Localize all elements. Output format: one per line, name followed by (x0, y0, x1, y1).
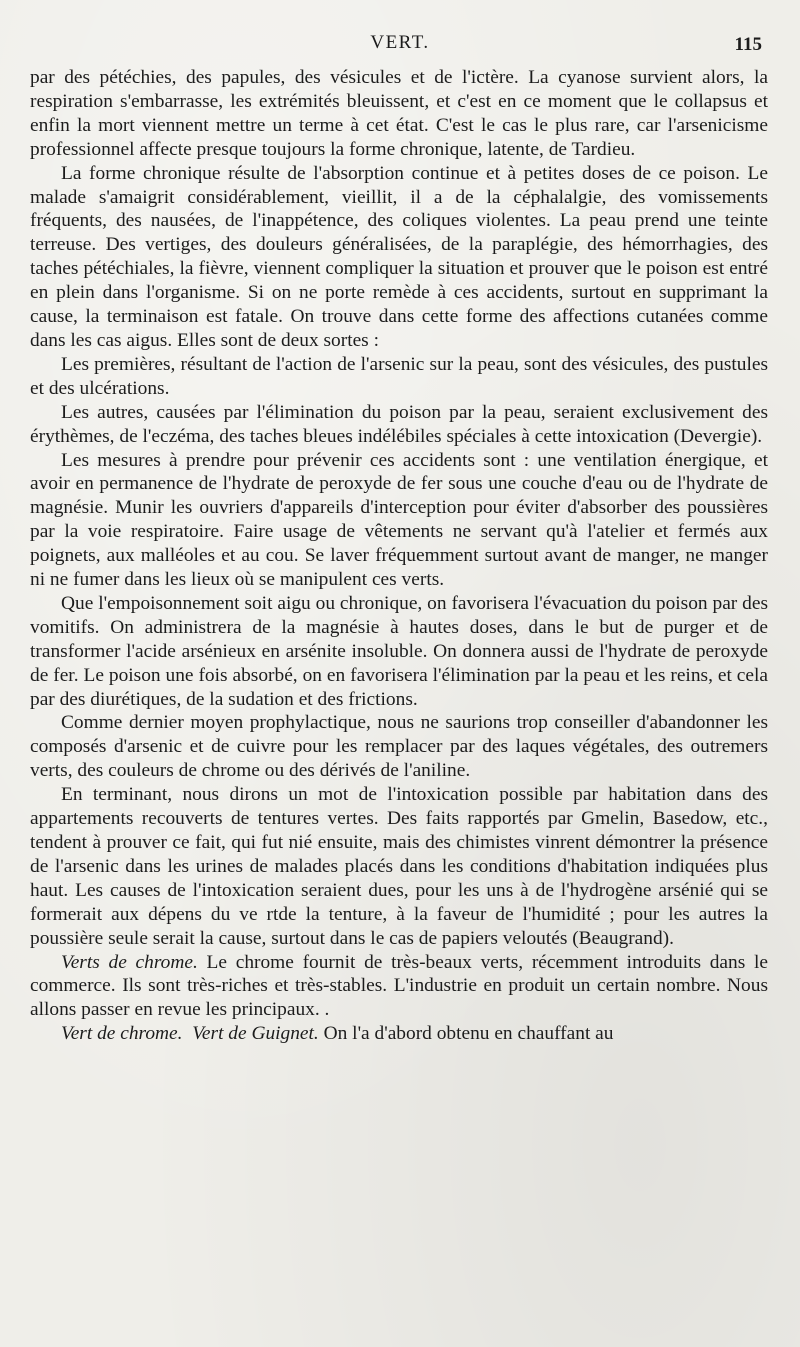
running-title: VERT. (370, 32, 430, 53)
page-number: 115 (734, 34, 762, 55)
paragraph-treatment: Que l'empoisonnement soit aigu ou chronique, on favorisera l'évacuation du poison par des vomitifs. On administrera de la magnésie à hautes doses, dans le but de purger et de transformer l'acide arsénieux en arsénite insoluble. On donnera aussi de l'hydrate de peroxyde de fer. Le poison une fois absorbé, on en favorisera l'élimination par la peau et les reins, et cela par des diurétiques, de la sudation et des frictions. (30, 592, 768, 710)
paragraph-other-affections: Les autres, causées par l'élimination du poison par la peau, seraient exclusivement des érythèmes, de l'eczéma, des taches bleues indélébiles spéciales à cette intoxication (Devergie). (30, 401, 768, 447)
chrome-greens-heading: Verts de chrome. (61, 951, 198, 973)
spacer (183, 1023, 193, 1044)
paragraph-chronic-form: La forme chronique résulte de l'absorption continue et à petites doses de ce poison. Le malade s'amaigrit considérablement, vieillit, il a de la céphalalgie, des vomissements fréquents, des nausées, de l'inappétence, des coliques violentes. La peau prend une teinte terreuse. Des vertiges, des douleurs généralisées, de la paraplégie, des hémorrhagies, des taches pétéchiales, la fièvre, viennent compliquer la situation et prouver que le poison est entré en plein dans l'organisme. Si on ne porte remède à ces accidents, surtout en supprimant la cause, la terminaison est fatale. On trouve dans cette forme des affections cutanées comme dans les cas aigus. Elles sont de deux sortes : (30, 162, 768, 351)
paragraph-first-affections: Les premières, résultant de l'action de l'arsenic sur la peau, sont des vésicules, des pustules et des ulcérations. (30, 353, 768, 399)
paragraph-habitation-intoxication: En terminant, nous dirons un mot de l'intoxication possible par habitation dans des appartements recouverts de tentures vertes. Des faits rapportés par Gmelin, Basedow, etc., tendent à prouver ce fait, qui fut nié ensuite, mais des chimistes vinrent démontrer la présence de l'arsenic dans les urines de malades placés dans les conditions d'habitation indiquées plus haut. Les causes de l'intoxication seraient dues, pour les uns à de l'hydrogène arsénié qui se formerait aux dépens du ve rtde la tenture, à la faveur de l'humidité ; pour les autres la poussière seule serait la cause, surtout dans le cas de papiers veloutés (Beaugrand). (30, 784, 768, 949)
page-header (0, 32, 800, 62)
paragraph-prophylaxis: Comme dernier moyen prophylactique, nous ne saurions trop conseiller d'abandonner les composés d'arsenic et de cuivre pour les remplacer par des laques végétales, des outremers verts, des couleurs de chrome ou des dérivés de l'aniline. (30, 712, 768, 782)
guignet-green-heading: Vert de Guignet. (192, 1023, 319, 1045)
paragraph-chrome-greens (30, 951, 768, 1023)
body-text (30, 66, 768, 1046)
chrome-green-heading: Vert de chrome. (61, 1023, 183, 1045)
chrome-greens-text: Le chrome fournit de très-beaux verts, récemment introduits dans le commerce. Ils sont très-riches et très-stables. L'industrie en produit un certain nombre. Nous allons passer en revue les principaux. . (30, 951, 768, 1021)
paragraph-arsenic-acute-end: par des pétéchies, des papules, des vésicules et de l'ictère. La cyanose survient alors, la respiration s'embarrasse, les extrémités bleuissent, et c'est en ce moment que le collapsus et enfin la mort viennent mettre un terme à cet état. C'est le cas le plus rare, car l'arsenicisme professionnel affecte presque toujours la forme chronique, latente, de Tardieu. (30, 67, 768, 160)
guignet-green-text: On l'a d'abord obtenu en chauffant au (318, 1023, 614, 1045)
paragraph-prevention-measures: Les mesures à prendre pour prévenir ces accidents sont : une ventilation énergique, et avoir en permanence de l'hydrate de peroxyde de fer sous une couche d'eau ou de l'hydrate de magnésie. Munir les ouvriers d'appareils d'interception pour éviter d'absorber des poussières par la voie respiratoire. Faire usage de vêtements ne servant qu'à l'atelier et fermés aux poignets, aux malléoles et au cou. Se laver fréquemment surtout avant de manger, ne manger ni ne fumer dans les lieux où se manipulent ces verts. (30, 449, 768, 591)
paragraph-guignet-green (30, 1022, 768, 1046)
